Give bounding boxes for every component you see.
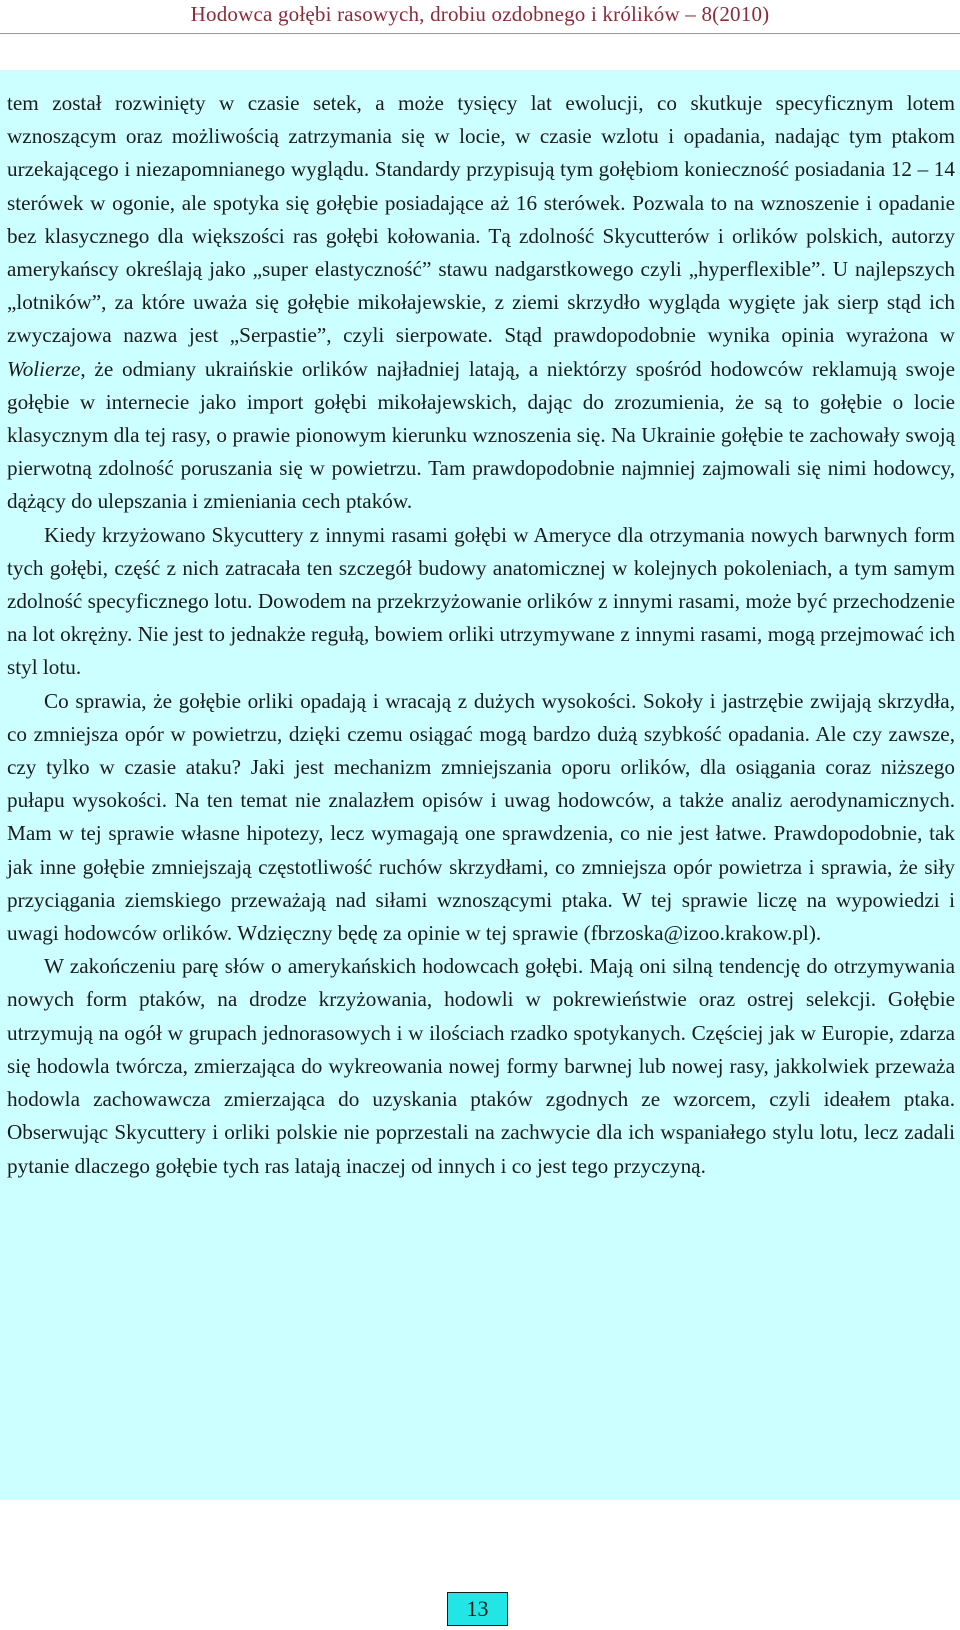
header-divider xyxy=(0,33,960,34)
page-number-box: 13 xyxy=(447,1592,508,1626)
paragraph-1-text-a: tem został rozwinięty w czasie setek, a może tysięcy lat ewolucji, co skutkuje specyficznym lotem wznoszącym oraz możliwością zatrzymania się w locie, w czasie wzlotu i opadania, nadając tym ptakom urzekającego i niezapomnianego wyglądu. Standardy przypisują tym gołębiom konieczność posiadania 12 – 14 sterówek w ogonie, ale spotyka się gołębie posiadające aż 16 sterówek. Pozwala to na wznoszenie i opadanie bez klasycznego dla większości ras gołębi kołowania. Tą zdolność Skycutterów i orlików polskich, autorzy amerykańscy określają jako „super elastyczność” stawu nadgarstkowego czyli „hyperflexible”. U najlepszych „lotników”, za które uważa się gołębie mikołajewskie, z ziemi skrzydło wygląda wygięte jak sierp stąd ich zwyczajowa nazwa jest „Serpastie”, czyli sierpowate. Stąd prawdopodobnie wynika opinia wyrażona w xyxy=(7,91,955,348)
article-body xyxy=(7,87,955,1183)
running-header: Hodowca gołębi rasowych, drobiu ozdobnego i królików – 8(2010) xyxy=(190,2,770,26)
paragraph-1 xyxy=(7,87,955,519)
paragraph-4: W zakończeniu parę słów o amerykańskich hodowcach gołębi. Mają oni silną tendencję do otrzymywania nowych form ptaków, na drodze krzyżowania, hodowli w pokrewieństwie oraz ostrej selekcji. Gołębie utrzymują na ogół w grupach jednorasowych i w ilościach rzadko spotykanych. Częściej jak w Europie, zdarza się hodowla twórcza, zmierzająca do wykreowania nowej formy barwnej lub nowej rasy, jakkolwiek przeważa hodowla zachowawcza zmierzająca do uzyskania ptaków zgodnych ze wzorcem, czyli ideałem ptaka. Obserwując Skycuttery i orliki polskie nie poprzestali na zachwycie dla ich wspaniałego stylu lotu, lecz zadali pytanie dlaczego gołębie tych ras latają inaczej od innych i co jest tego przyczyną. xyxy=(7,954,955,1178)
paragraph-1-italic-title: Wolierze xyxy=(7,356,81,381)
paragraph-3: Co sprawia, że gołębie orliki opadają i wracają z dużych wysokości. Sokoły i jastrzębie zwijają skrzydła, co zmniejsza opór w powietrzu, dzięki czemu osiągać mogą bardzo dużą szybkość opadania. Ale czy zawsze, czy tylko w czasie ataku? Jaki jest mechanizm zmniejszania oporu orlików, dla osiągania coraz niższego pułapu wysokości. Na ten temat nie znalazłem opisów i uwag hodowców, a także analiz aerodynamicznych. Mam w tej sprawie własne hipotezy, lecz wymagają one sprawdzenia, co nie jest łatwe. Prawdopodobnie, tak jak inne gołębie zmniejszają częstotliwość ruchów skrzydłami, co zmniejsza opór powietrza i sprawia, że siły przyciągania ziemskiego przeważają nad siłami wznoszącymi ptaka. W tej sprawie liczę na wypowiedzi i uwagi hodowców orlików. Wdzięczny będę za opinie w tej sprawie (fbrzoska@izoo.krakow.pl). xyxy=(7,688,955,946)
paragraph-1-text-b: , że odmiany ukraińskie orlików najładniej latają, a niektórzy spośród hodowców reklamują swoje gołębie w internecie jako import gołębi mikołajewskich, dając do zrozumienia, że są to gołębie o locie klasycznym dla tej rasy, o prawie pionowym kierunku wznoszenia się. Na Ukrainie gołębie te zachowały swoją pierwotną zdolność poruszania się w powietrzu. Tam prawdopodobnie najmniej zajmowali się nimi hodowcy, dążący do ulepszania i zmieniania cech ptaków. xyxy=(7,356,955,514)
paragraph-2: Kiedy krzyżowano Skycuttery z innymi rasami gołębi w Ameryce dla otrzymania nowych barwnych form tych gołębi, część z nich zatracała ten szczegół budowy anatomicznej w kolejnych pokoleniach, a tym samym zdolność specyficznego lotu. Dowodem na przekrzyżowanie orlików z innymi rasami, może być przechodzenie na lot okrężny. Nie jest to jednakże regułą, bowiem orliki utrzymywane z innymi rasami, mogą przejmować ich styl lotu. xyxy=(7,522,955,680)
